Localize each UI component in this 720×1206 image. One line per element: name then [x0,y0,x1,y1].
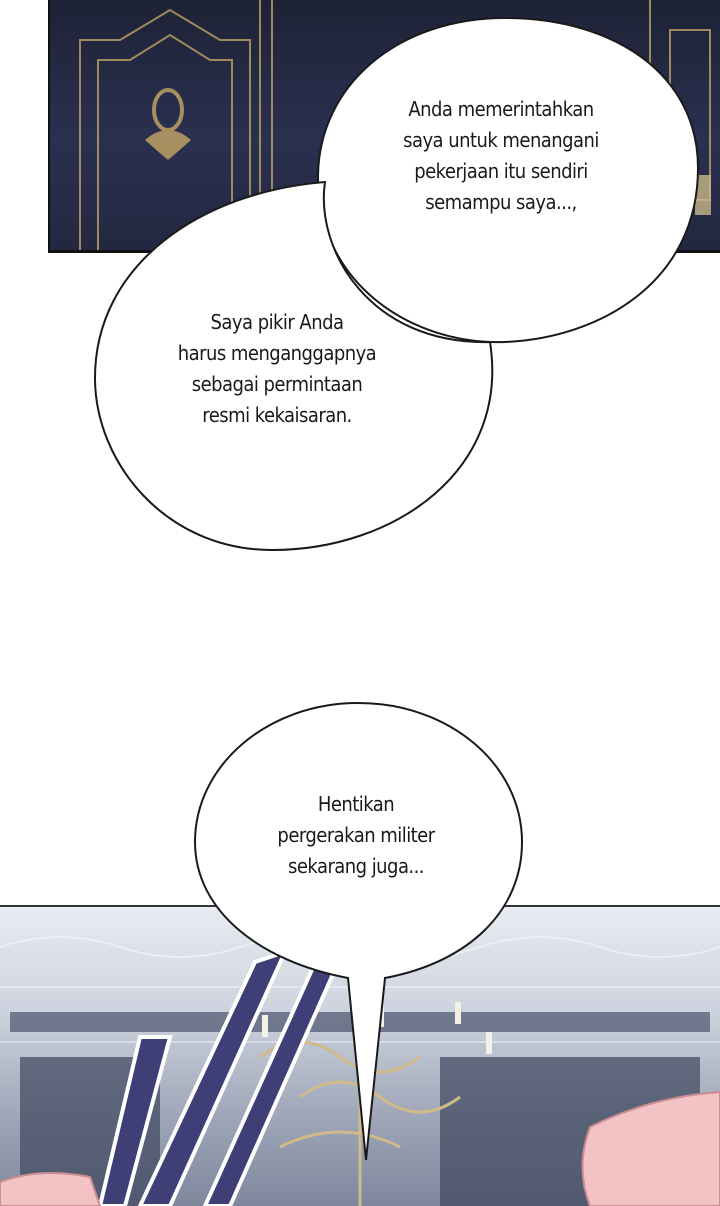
bubble-2-line: sebagai permintaan [147,369,408,400]
bubble-1-line: saya untuk menangani [371,125,632,156]
bubble-1-line: pekerjaan itu sendiri [371,156,632,187]
bubble-2-text [147,307,408,431]
bubble-2-line: harus menganggapnya [147,338,408,369]
bubble-3-line: sekarang juga... [226,851,487,882]
bubble-3-shape [195,703,522,1160]
bubble-1-line: semampu saya..., [371,187,632,218]
bubble-3-line: Hentikan [226,789,487,820]
bubble-1-text [371,94,632,218]
bubble-2-line: Saya pikir Anda [147,307,408,338]
bubble-1-line: Anda memerintahkan [371,94,632,125]
bubble-2-line: resmi kekaisaran. [147,400,408,431]
bubble-3-text [226,789,487,882]
bubble-3-line: pergerakan militer [226,820,487,851]
